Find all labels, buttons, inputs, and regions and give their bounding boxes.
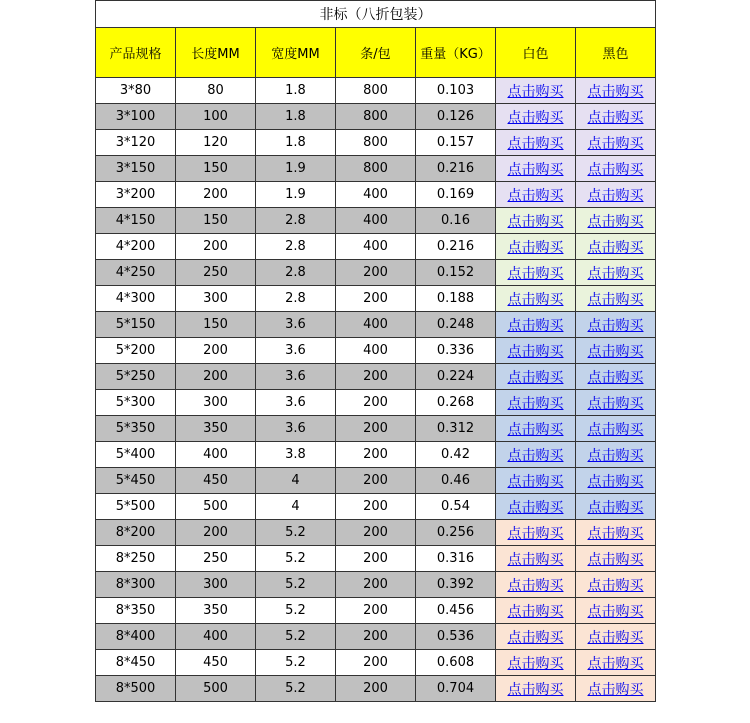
- buy-white-link[interactable]: 点击购买: [507, 421, 564, 438]
- buy-black-link[interactable]: 点击购买: [587, 681, 644, 698]
- cell-buy-white: [496, 260, 576, 286]
- cell-weight: 0.42: [416, 442, 496, 468]
- cell-weight: 0.536: [416, 624, 496, 650]
- cell-length: 200: [176, 520, 256, 546]
- buy-black-link[interactable]: 点击购买: [587, 499, 644, 516]
- buy-black-link[interactable]: 点击购买: [587, 655, 644, 672]
- cell-buy-white: [496, 520, 576, 546]
- table-row: [96, 130, 656, 156]
- cell-per-pack: 400: [336, 182, 416, 208]
- cell-length: 150: [176, 312, 256, 338]
- cell-length: 400: [176, 442, 256, 468]
- cell-buy-white: [496, 494, 576, 520]
- cell-width: 3.8: [256, 442, 336, 468]
- cell-weight: 0.103: [416, 78, 496, 104]
- cell-buy-black: [576, 624, 656, 650]
- cell-buy-white: [496, 234, 576, 260]
- cell-spec: 5*300: [96, 390, 176, 416]
- cell-width: 2.8: [256, 208, 336, 234]
- cell-buy-white: [496, 442, 576, 468]
- cell-length: 250: [176, 260, 256, 286]
- cell-buy-black: [576, 520, 656, 546]
- cell-length: 500: [176, 676, 256, 702]
- cell-buy-white: [496, 312, 576, 338]
- cell-width: 1.8: [256, 104, 336, 130]
- cell-length: 500: [176, 494, 256, 520]
- cell-buy-white: [496, 572, 576, 598]
- buy-white-link[interactable]: 点击购买: [507, 525, 564, 542]
- buy-white-link[interactable]: 点击购买: [507, 577, 564, 594]
- cell-buy-white: [496, 598, 576, 624]
- cell-buy-black: [576, 598, 656, 624]
- cell-length: 150: [176, 156, 256, 182]
- buy-white-link[interactable]: 点击购买: [507, 499, 564, 516]
- table-row: [96, 676, 656, 702]
- cell-spec: 8*200: [96, 520, 176, 546]
- cell-per-pack: 200: [336, 520, 416, 546]
- cell-weight: 0.256: [416, 520, 496, 546]
- buy-white-link[interactable]: 点击购买: [507, 655, 564, 672]
- table-row: [96, 312, 656, 338]
- cell-buy-black: [576, 390, 656, 416]
- buy-black-link[interactable]: 点击购买: [587, 109, 644, 126]
- cell-buy-black: [576, 338, 656, 364]
- buy-white-link[interactable]: 点击购买: [507, 629, 564, 646]
- cell-spec: 3*150: [96, 156, 176, 182]
- cell-width: 1.8: [256, 130, 336, 156]
- cell-width: 4: [256, 468, 336, 494]
- cell-weight: 0.316: [416, 546, 496, 572]
- cell-weight: 0.216: [416, 234, 496, 260]
- spec-table: [95, 0, 656, 702]
- cell-weight: 0.169: [416, 182, 496, 208]
- cell-buy-white: [496, 546, 576, 572]
- buy-black-link[interactable]: 点击购买: [587, 317, 644, 334]
- header-row: [96, 28, 656, 78]
- table-row: [96, 494, 656, 520]
- cell-spec: 5*400: [96, 442, 176, 468]
- buy-white-link[interactable]: 点击购买: [507, 681, 564, 698]
- cell-buy-black: [576, 546, 656, 572]
- cell-spec: 5*350: [96, 416, 176, 442]
- cell-length: 100: [176, 104, 256, 130]
- cell-buy-black: [576, 182, 656, 208]
- cell-buy-black: [576, 130, 656, 156]
- cell-width: 5.2: [256, 572, 336, 598]
- buy-white-link[interactable]: 点击购买: [507, 551, 564, 568]
- buy-white-link[interactable]: 点击购买: [507, 343, 564, 360]
- cell-length: 250: [176, 546, 256, 572]
- cell-per-pack: 400: [336, 234, 416, 260]
- cell-spec: 8*400: [96, 624, 176, 650]
- cell-per-pack: 400: [336, 312, 416, 338]
- buy-black-link[interactable]: 点击购买: [587, 83, 644, 100]
- cell-buy-black: [576, 416, 656, 442]
- buy-white-link[interactable]: 点击购买: [507, 187, 564, 204]
- cell-spec: 8*250: [96, 546, 176, 572]
- cell-buy-white: [496, 676, 576, 702]
- buy-black-link[interactable]: 点击购买: [587, 629, 644, 646]
- cell-per-pack: 400: [336, 208, 416, 234]
- buy-black-link[interactable]: 点击购买: [587, 551, 644, 568]
- cell-buy-white: [496, 364, 576, 390]
- buy-black-link[interactable]: 点击购买: [587, 213, 644, 230]
- buy-white-link[interactable]: 点击购买: [507, 369, 564, 386]
- cell-buy-white: [496, 104, 576, 130]
- cell-width: 5.2: [256, 520, 336, 546]
- cell-buy-black: [576, 442, 656, 468]
- cell-length: 200: [176, 182, 256, 208]
- cell-length: 120: [176, 130, 256, 156]
- cell-buy-white: [496, 650, 576, 676]
- col-header-length: 长度MM: [176, 28, 256, 78]
- cell-weight: 0.312: [416, 416, 496, 442]
- cell-weight: 0.608: [416, 650, 496, 676]
- buy-black-link[interactable]: 点击购买: [587, 421, 644, 438]
- buy-black-link[interactable]: 点击购买: [587, 161, 644, 178]
- cell-spec: 4*250: [96, 260, 176, 286]
- cell-buy-black: [576, 234, 656, 260]
- buy-black-link[interactable]: 点击购买: [587, 577, 644, 594]
- table-row: [96, 286, 656, 312]
- buy-white-link[interactable]: 点击购买: [507, 161, 564, 178]
- cell-buy-black: [576, 260, 656, 286]
- cell-width: 3.6: [256, 364, 336, 390]
- cell-weight: 0.248: [416, 312, 496, 338]
- cell-spec: 5*450: [96, 468, 176, 494]
- table-row: [96, 416, 656, 442]
- table-row: [96, 182, 656, 208]
- cell-per-pack: 800: [336, 130, 416, 156]
- cell-spec: 3*100: [96, 104, 176, 130]
- table-row: [96, 390, 656, 416]
- cell-width: 3.6: [256, 416, 336, 442]
- cell-weight: 0.126: [416, 104, 496, 130]
- cell-buy-black: [576, 650, 656, 676]
- cell-width: 1.8: [256, 78, 336, 104]
- cell-width: 3.6: [256, 338, 336, 364]
- cell-buy-black: [576, 468, 656, 494]
- cell-weight: 0.188: [416, 286, 496, 312]
- cell-spec: 3*200: [96, 182, 176, 208]
- cell-weight: 0.336: [416, 338, 496, 364]
- cell-buy-black: [576, 364, 656, 390]
- cell-weight: 0.392: [416, 572, 496, 598]
- table-row: [96, 572, 656, 598]
- buy-white-link[interactable]: 点击购买: [507, 603, 564, 620]
- buy-white-link[interactable]: 点击购买: [507, 213, 564, 230]
- cell-width: 2.8: [256, 286, 336, 312]
- buy-white-link[interactable]: 点击购买: [507, 109, 564, 126]
- cell-width: 1.9: [256, 182, 336, 208]
- cell-width: 5.2: [256, 598, 336, 624]
- buy-white-link[interactable]: 点击购买: [507, 317, 564, 334]
- cell-buy-black: [576, 494, 656, 520]
- cell-length: 200: [176, 364, 256, 390]
- cell-buy-white: [496, 286, 576, 312]
- col-header-spec: 产品规格: [96, 28, 176, 78]
- cell-per-pack: 200: [336, 546, 416, 572]
- buy-black-link[interactable]: 点击购买: [587, 369, 644, 386]
- cell-per-pack: 200: [336, 676, 416, 702]
- cell-length: 150: [176, 208, 256, 234]
- cell-width: 2.8: [256, 260, 336, 286]
- cell-per-pack: 200: [336, 650, 416, 676]
- cell-buy-black: [576, 572, 656, 598]
- cell-spec: 8*450: [96, 650, 176, 676]
- cell-length: 350: [176, 416, 256, 442]
- cell-width: 5.2: [256, 624, 336, 650]
- cell-per-pack: 200: [336, 494, 416, 520]
- cell-per-pack: 200: [336, 364, 416, 390]
- buy-white-link[interactable]: 点击购买: [507, 473, 564, 490]
- cell-width: 4: [256, 494, 336, 520]
- cell-buy-white: [496, 78, 576, 104]
- cell-per-pack: 200: [336, 416, 416, 442]
- buy-white-link[interactable]: 点击购买: [507, 83, 564, 100]
- cell-per-pack: 200: [336, 624, 416, 650]
- buy-black-link[interactable]: 点击购买: [587, 395, 644, 412]
- table-row: [96, 338, 656, 364]
- cell-buy-white: [496, 208, 576, 234]
- cell-per-pack: 200: [336, 442, 416, 468]
- cell-length: 450: [176, 468, 256, 494]
- cell-buy-black: [576, 312, 656, 338]
- buy-black-link[interactable]: 点击购买: [587, 265, 644, 282]
- cell-length: 350: [176, 598, 256, 624]
- cell-length: 200: [176, 338, 256, 364]
- table-row: [96, 260, 656, 286]
- cell-spec: 8*350: [96, 598, 176, 624]
- table-row: [96, 442, 656, 468]
- cell-per-pack: 200: [336, 598, 416, 624]
- col-header-white: 白色: [496, 28, 576, 78]
- buy-black-link[interactable]: 点击购买: [587, 135, 644, 152]
- buy-black-link[interactable]: 点击购买: [587, 187, 644, 204]
- cell-width: 3.6: [256, 312, 336, 338]
- cell-spec: 5*200: [96, 338, 176, 364]
- cell-width: 5.2: [256, 546, 336, 572]
- table-row: [96, 624, 656, 650]
- cell-per-pack: 200: [336, 286, 416, 312]
- buy-black-link[interactable]: 点击购买: [587, 525, 644, 542]
- cell-per-pack: 800: [336, 156, 416, 182]
- cell-width: 3.6: [256, 390, 336, 416]
- cell-length: 200: [176, 234, 256, 260]
- table-title: 非标（八折包装）: [96, 1, 656, 28]
- buy-white-link[interactable]: 点击购买: [507, 239, 564, 256]
- cell-buy-white: [496, 338, 576, 364]
- buy-black-link[interactable]: 点击购买: [587, 291, 644, 308]
- table-row: [96, 78, 656, 104]
- cell-spec: 8*300: [96, 572, 176, 598]
- table-row: [96, 208, 656, 234]
- cell-buy-black: [576, 208, 656, 234]
- cell-weight: 0.268: [416, 390, 496, 416]
- cell-length: 300: [176, 286, 256, 312]
- col-header-black: 黑色: [576, 28, 656, 78]
- cell-spec: 3*120: [96, 130, 176, 156]
- buy-black-link[interactable]: 点击购买: [587, 603, 644, 620]
- cell-weight: 0.704: [416, 676, 496, 702]
- cell-per-pack: 200: [336, 468, 416, 494]
- buy-white-link[interactable]: 点击购买: [507, 265, 564, 282]
- cell-spec: 4*200: [96, 234, 176, 260]
- buy-black-link[interactable]: 点击购买: [587, 343, 644, 360]
- cell-spec: 4*150: [96, 208, 176, 234]
- cell-length: 300: [176, 572, 256, 598]
- cell-buy-black: [576, 286, 656, 312]
- table-row: [96, 234, 656, 260]
- table-row: [96, 156, 656, 182]
- cell-per-pack: 800: [336, 104, 416, 130]
- cell-weight: 0.224: [416, 364, 496, 390]
- cell-spec: 5*250: [96, 364, 176, 390]
- cell-buy-white: [496, 390, 576, 416]
- cell-spec: 3*80: [96, 78, 176, 104]
- cell-buy-black: [576, 104, 656, 130]
- buy-black-link[interactable]: 点击购买: [587, 239, 644, 256]
- cell-buy-black: [576, 156, 656, 182]
- cell-per-pack: 200: [336, 572, 416, 598]
- cell-weight: 0.152: [416, 260, 496, 286]
- cell-spec: 5*150: [96, 312, 176, 338]
- cell-per-pack: 200: [336, 390, 416, 416]
- cell-spec: 5*500: [96, 494, 176, 520]
- buy-white-link[interactable]: 点击购买: [507, 291, 564, 308]
- cell-buy-white: [496, 130, 576, 156]
- cell-length: 450: [176, 650, 256, 676]
- cell-per-pack: 800: [336, 78, 416, 104]
- cell-weight: 0.456: [416, 598, 496, 624]
- buy-white-link[interactable]: 点击购买: [507, 135, 564, 152]
- table-row: [96, 104, 656, 130]
- cell-weight: 0.16: [416, 208, 496, 234]
- cell-buy-white: [496, 624, 576, 650]
- cell-buy-white: [496, 468, 576, 494]
- cell-width: 2.8: [256, 234, 336, 260]
- table-row: [96, 650, 656, 676]
- cell-buy-white: [496, 156, 576, 182]
- cell-weight: 0.54: [416, 494, 496, 520]
- col-header-width: 宽度MM: [256, 28, 336, 78]
- cell-spec: 4*300: [96, 286, 176, 312]
- buy-black-link[interactable]: 点击购买: [587, 447, 644, 464]
- table-row: [96, 468, 656, 494]
- col-header-per-pack: 条/包: [336, 28, 416, 78]
- table-row: [96, 598, 656, 624]
- cell-buy-white: [496, 182, 576, 208]
- buy-white-link[interactable]: 点击购买: [507, 447, 564, 464]
- cell-width: 5.2: [256, 650, 336, 676]
- cell-buy-black: [576, 78, 656, 104]
- col-header-weight: 重量（KG）: [416, 28, 496, 78]
- table-row: [96, 364, 656, 390]
- buy-black-link[interactable]: 点击购买: [587, 473, 644, 490]
- cell-weight: 0.157: [416, 130, 496, 156]
- cell-weight: 0.216: [416, 156, 496, 182]
- table-row: [96, 546, 656, 572]
- cell-width: 1.9: [256, 156, 336, 182]
- cell-per-pack: 400: [336, 338, 416, 364]
- buy-white-link[interactable]: 点击购买: [507, 395, 564, 412]
- cell-length: 300: [176, 390, 256, 416]
- cell-width: 5.2: [256, 676, 336, 702]
- cell-per-pack: 200: [336, 260, 416, 286]
- cell-buy-white: [496, 416, 576, 442]
- table-row: [96, 520, 656, 546]
- cell-length: 400: [176, 624, 256, 650]
- cell-buy-black: [576, 676, 656, 702]
- cell-weight: 0.46: [416, 468, 496, 494]
- cell-spec: 8*500: [96, 676, 176, 702]
- cell-length: 80: [176, 78, 256, 104]
